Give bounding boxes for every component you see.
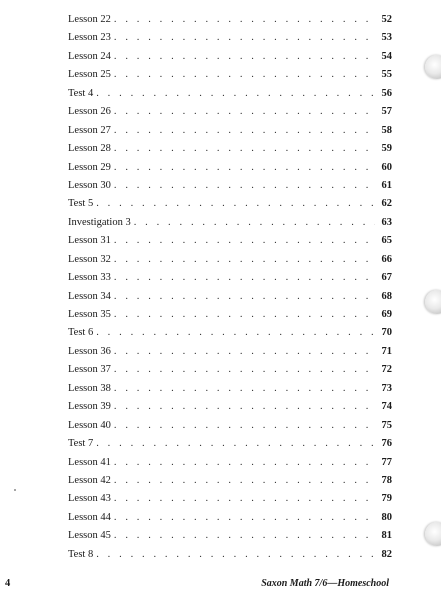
toc-entry [68,361,392,379]
toc-entry-page: 77 [381,456,392,468]
toc-entry-page: 67 [381,272,392,284]
dot-leader [114,29,375,47]
toc-entry [68,417,392,435]
toc-entry-page: 59 [381,143,392,155]
toc-entry-page: 80 [381,511,392,523]
toc-entry-label: Lesson 44 [68,511,111,523]
dot-leader [114,66,375,84]
toc-entry-page: 69 [381,309,392,320]
toc-entry-label: Test 5 [68,198,94,210]
toc-entry-label: Lesson 38 [68,382,111,394]
page-number: 4 [5,578,11,589]
toc-entry [68,48,392,66]
dot-leader [134,214,375,232]
toc-entry-page: 61 [381,179,392,191]
toc-entry-label: Test 6 [68,327,94,339]
toc-entry-label: Lesson 42 [68,474,111,486]
toc-entry-label: Lesson 41 [68,456,111,468]
toc-entry [68,195,392,213]
toc-entry-label: Lesson 22 [68,14,111,25]
toc-entry [68,66,392,84]
dot-leader [96,85,375,103]
toc-entry-label: Lesson 23 [68,32,111,44]
dot-leader [114,380,375,398]
toc-entry-label: Lesson 26 [68,106,111,118]
dot-leader [96,435,375,453]
dot-leader [114,527,375,545]
toc-entry-label: Lesson 31 [68,235,111,247]
toc-entry [68,269,392,287]
toc-entry [68,509,392,527]
toc-entry-page: 68 [381,290,392,302]
dot-leader [96,195,375,213]
toc-entry-label: Lesson 40 [68,419,111,431]
binder-hole-top [425,55,441,79]
toc-entry [68,527,392,545]
binder-hole-bottom [425,522,441,546]
toc-entry-label: Lesson 36 [68,345,111,357]
toc-entry [68,490,392,508]
toc-entry-label: Lesson 43 [68,493,111,505]
toc-entry [68,85,392,103]
toc-entry-page: 78 [381,474,392,486]
dot-leader [114,472,375,490]
dot-leader [114,288,375,306]
dot-leader [114,140,375,158]
toc-entry-label: Lesson 24 [68,50,111,62]
dot-leader [114,509,375,527]
dot-leader [114,306,375,324]
scan-speck [14,489,16,491]
toc-entry-page: 56 [381,87,392,99]
toc-entry-label: Lesson 27 [68,124,111,136]
toc-entry-page: 73 [381,382,392,394]
toc-entry-page: 76 [381,438,392,450]
dot-leader [114,361,375,379]
toc-entry-page: 63 [381,216,392,228]
toc-entry-label: Lesson 39 [68,401,111,413]
dot-leader [114,454,375,472]
dot-leader [96,324,375,342]
dot-leader [114,269,375,287]
toc-entry-page: 62 [381,198,392,210]
dot-leader [114,490,375,508]
dot-leader [114,48,375,66]
toc-entry-label: Lesson 29 [68,161,111,173]
toc-entry-page: 53 [381,32,392,44]
toc-entry-page: 60 [381,161,392,173]
toc-entry-page: 58 [381,124,392,136]
book-title: Saxon Math 7/6—Homeschool [261,578,389,589]
toc-entry [68,232,392,250]
toc-entry-page: 65 [381,235,392,247]
toc-entry [68,546,392,564]
toc-entry-label: Lesson 34 [68,290,111,302]
toc-entry-label: Investigation 3 [68,216,131,228]
dot-leader [114,159,375,177]
toc-entry-page: 82 [381,548,392,560]
toc-entry [68,140,392,158]
toc-entry-page: 54 [381,50,392,62]
dot-leader [114,232,375,250]
toc-entry-label: Lesson 45 [68,530,111,542]
toc-entry-page: 81 [381,530,392,542]
toc-entry-label: Lesson 33 [68,272,111,284]
toc-entry-label: Lesson 30 [68,179,111,191]
dot-leader [114,398,375,416]
dot-leader [114,417,375,435]
toc-entry-page: 66 [381,253,392,265]
toc-entry-label: Lesson 28 [68,143,111,155]
toc-entry [68,29,392,47]
toc-entry-label: Lesson 35 [68,309,111,320]
toc-entry-page: 72 [381,364,392,376]
toc-entry [68,251,392,269]
toc-entry [68,454,392,472]
dot-leader [114,122,375,140]
dot-leader [114,177,375,195]
toc-entry-page: 70 [381,327,392,339]
dot-leader [114,11,375,29]
toc-entry-page: 55 [381,69,392,81]
toc-entry [68,343,392,361]
toc-entry [68,122,392,140]
toc-entry-page: 71 [381,345,392,357]
toc-entry-label: Lesson 37 [68,364,111,376]
toc-entry-label: Lesson 25 [68,69,111,81]
binder-hole-middle [425,290,441,314]
toc-entry [68,324,392,342]
dot-leader [114,103,375,121]
toc-entry-label: Test 7 [68,438,94,450]
toc-entry [68,288,392,306]
toc-entry-page: 75 [381,419,392,431]
toc-entry [68,472,392,490]
toc-entry [68,11,392,29]
toc-entry [68,177,392,195]
dot-leader [114,251,375,269]
toc-entry-label: Test 8 [68,548,94,560]
toc-entry-label: Test 4 [68,87,94,99]
toc-entry-page: 79 [381,493,392,505]
toc-entry-page: 57 [381,106,392,118]
toc-entry [68,435,392,453]
toc-entry [68,103,392,121]
toc-entry [68,398,392,416]
toc-entry-page: 52 [381,14,392,25]
dot-leader [114,343,375,361]
dot-leader [96,546,375,564]
toc-entry [68,306,392,324]
toc-entry [68,159,392,177]
table-of-contents [68,11,392,564]
toc-entry-page: 74 [381,401,392,413]
toc-entry [68,214,392,232]
toc-entry-label: Lesson 32 [68,253,111,265]
toc-entry [68,380,392,398]
